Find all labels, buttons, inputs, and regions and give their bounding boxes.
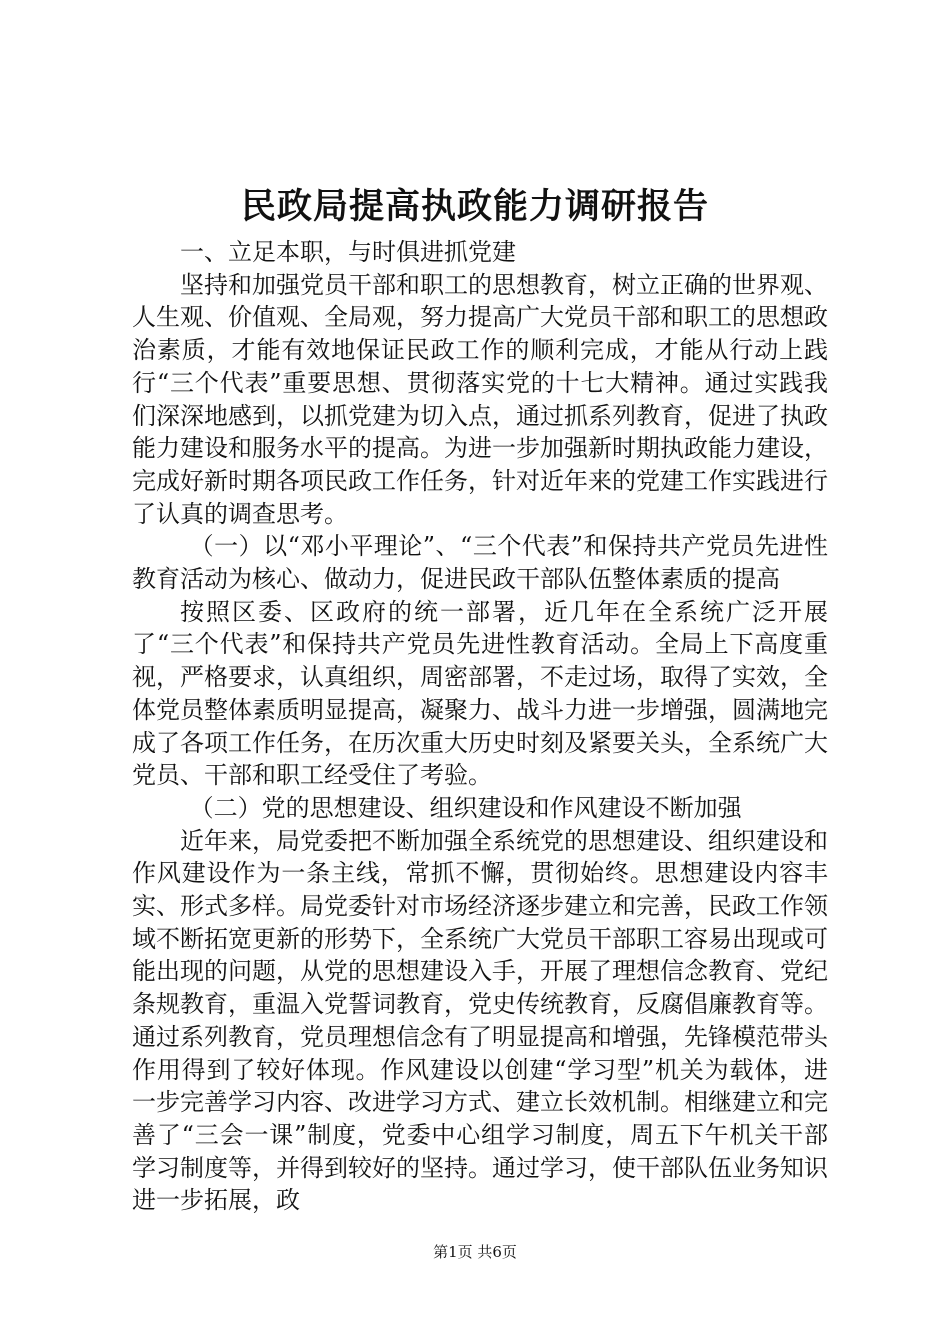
section-heading-1: 一、立足本职，与时俱进抓党建 [180,238,516,266]
subsection-heading-2: （二）党的思想建设、组织建设和作风建设不断加强 [189,793,742,822]
document-body [132,236,828,1217]
document-title: 民政局提高执政能力调研报告 [240,186,709,227]
body-paragraph-3: 近年来，局党委把不断加强全系统党的思想建设、组织建设和作风建设作为一条主线，常抓不懈，贯彻始终。思想建设内容丰实、形式多样。局党委针对市场经济逐步建立和完善，民政工作领域不断拓宽更新的形势下，全系统广大党员干部职工容易出现或可能出现的问题，从党的思想建设入手，开展了理想信念教育、党纪条规教育，重温入党誓词教育，党史传统教育，反腐倡廉教育等。通过系列教育，党员理想信念有了明显提高和增强，先锋模范带头作用得到了较好体现。作风建设以创建“学习型”机关为载体，进一步完善学习内容、改进学习方式、建立长效机制。相继建立和完善了“三会一课”制度，党委中心组学习制度，周五下午机关干部学习制度等，并得到较好的坚持。通过学习，使干部队伍业务知识进一步拓展，政 [132,826,828,1215]
body-paragraph-1: 坚持和加强党员干部和职工的思想教育，树立正确的世界观、人生观、价值观、全局观，努力提高广大党员干部和职工的思想政治素质，才能有效地保证民政工作的顺利完成，才能从行动上践行“三个代表”重要思想、贯彻落实党的十七大精神。通过实践我们深深地感到，以抓党建为切入点，通过抓系列教育，促进了执政能力建设和服务水平的提高。为进一步加强新时期执政能力建设，完成好新时期各项民政工作任务，针对近年来的党建工作实践进行了认真的调查思考。 [132,270,828,528]
page-footer: 第1页 共6页 [433,1243,517,1261]
body-paragraph-2: 按照区委、区政府的统一部署，近几年在全系统广泛开展了“三个代表”和保持共产党员先进性教育活动。全局上下高度重视，严格要求，认真组织，周密部署，不走过场，取得了实效，全体党员整体素质明显提高，凝聚力、战斗力进一步增强，圆满地完成了各项工作任务，在历次重大历史时刻及紧要关头，全系统广大党员、干部和职工经受住了考验。 [132,597,828,790]
subsection-heading-1: （一）以“邓小平理论”、“三个代表”和保持共产党员先进性教育活动为核心、做动力，促进民政干部队伍整体素质的提高 [132,532,828,594]
